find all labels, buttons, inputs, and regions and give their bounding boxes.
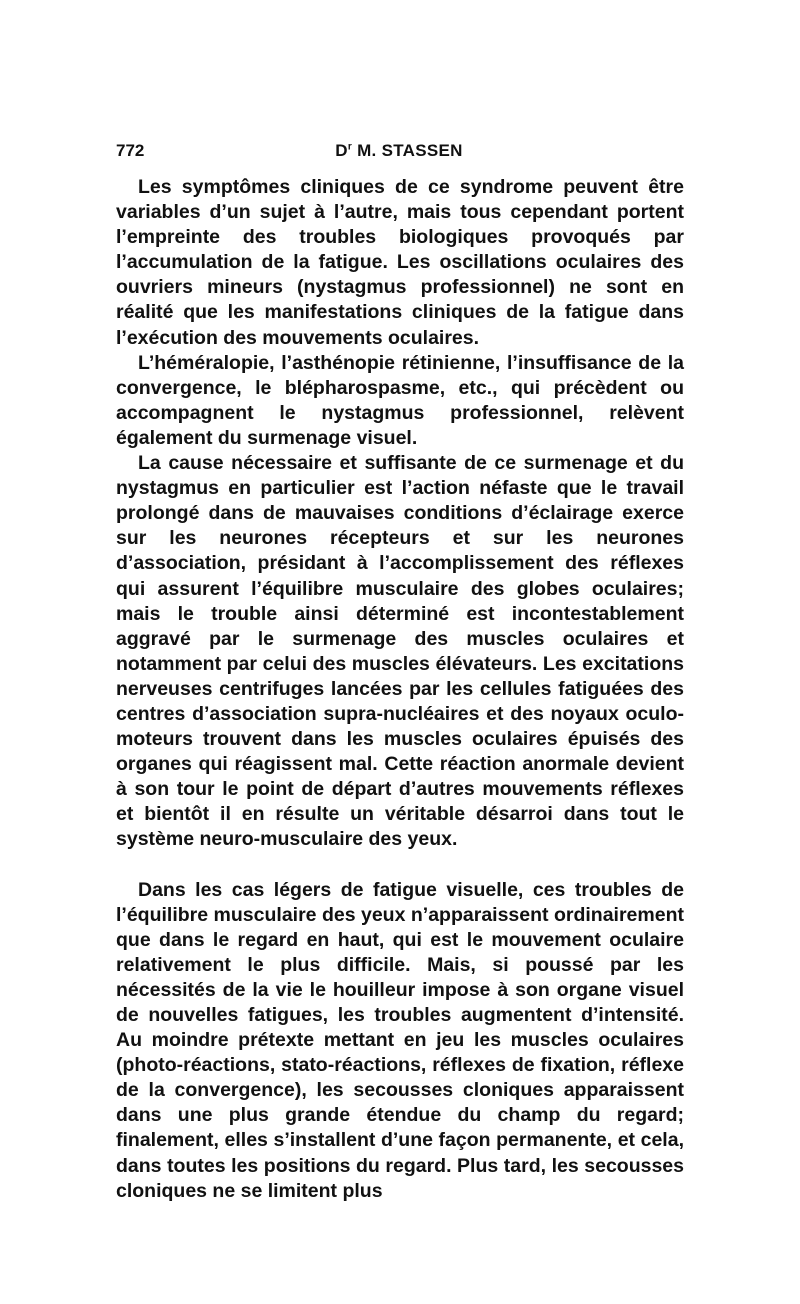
- running-head: [116, 141, 682, 161]
- author-name: M. STASSEN: [352, 141, 463, 160]
- paragraph: La cause nécessaire et suffisante de ce surmenage et du nystagmus en particulier est l’action néfaste que le travail prolongé dans de mauvaises conditions d’éclairage exerce sur les neurones récepteurs et sur les neurones d’association, présidant à l’accomplissement des réflexes qui assurent l’équilibre musculaire des globes oculaires; mais le trouble ainsi déterminé est incontestablement aggravé par le surmenage des muscles oculaires et notamment par celui des muscles élévateurs. Les excitations nerveuses centrifuges lancées par les cellules fatiguées des centres d’association supra-nucléaires et des noyaux oculo-moteurs trouvent dans les muscles oculaires épuisés des organes qui réagissent mal. Cette réaction anormale devient à son tour le point de départ d’autres mouvements réflexes et bientôt il en résulte un véritable désarroi dans tout le système neuro-musculaire des yeux.: [116, 452, 684, 851]
- body-text: [116, 175, 684, 1204]
- paragraph: L’héméralopie, l’asthénopie rétinienne, l’insuffisance de la convergence, le blépharospasme, etc., qui précèdent ou accompagnent le nystagmus professionnel, relèvent également du surmenage visuel.: [116, 351, 684, 449]
- page-header: [116, 141, 682, 167]
- paragraph: Les symptômes cliniques de ce syndrome peuvent être variables d’un sujet à l’autre, mais tous cependant portent l’empreinte des troubles biologiques provoqués par l’accumulation de la fatigue. Les oscillations oculaires des ouvriers mineurs (nystagmus professionnel) ne sont en réalité que les manifestations cliniques de la fatigue dans l’exécution des mouvements oculaires.: [116, 176, 684, 349]
- author-prefix: D: [335, 141, 348, 160]
- page-number: 772: [116, 141, 145, 160]
- author-title-superscript: r: [347, 141, 353, 153]
- paragraph: Dans les cas légers de fatigue visuelle, ces troubles de l’équilibre musculaire des yeux n’apparaissent ordinairement que dans le regard en haut, qui est le mouvement oculaire relativement le plus difficile. Mais, si poussé par les nécessités de la vie le houilleur impose à son organe visuel de nouvelles fatigues, les troubles augmentent d’intensité. Au moindre prétexte mettant en jeu les muscles oculaires (photo-réactions, stato-réactions, réflexes de fixation, réflexe de la convergence), les secousses cloniques apparaissent dans une plus grande étendue du champ du regard; finalement, elles s’installent d’une façon permanente, et cela, dans toutes les positions du regard. Plus tard, les secousses cloniques ne se limitent plus: [116, 878, 684, 1202]
